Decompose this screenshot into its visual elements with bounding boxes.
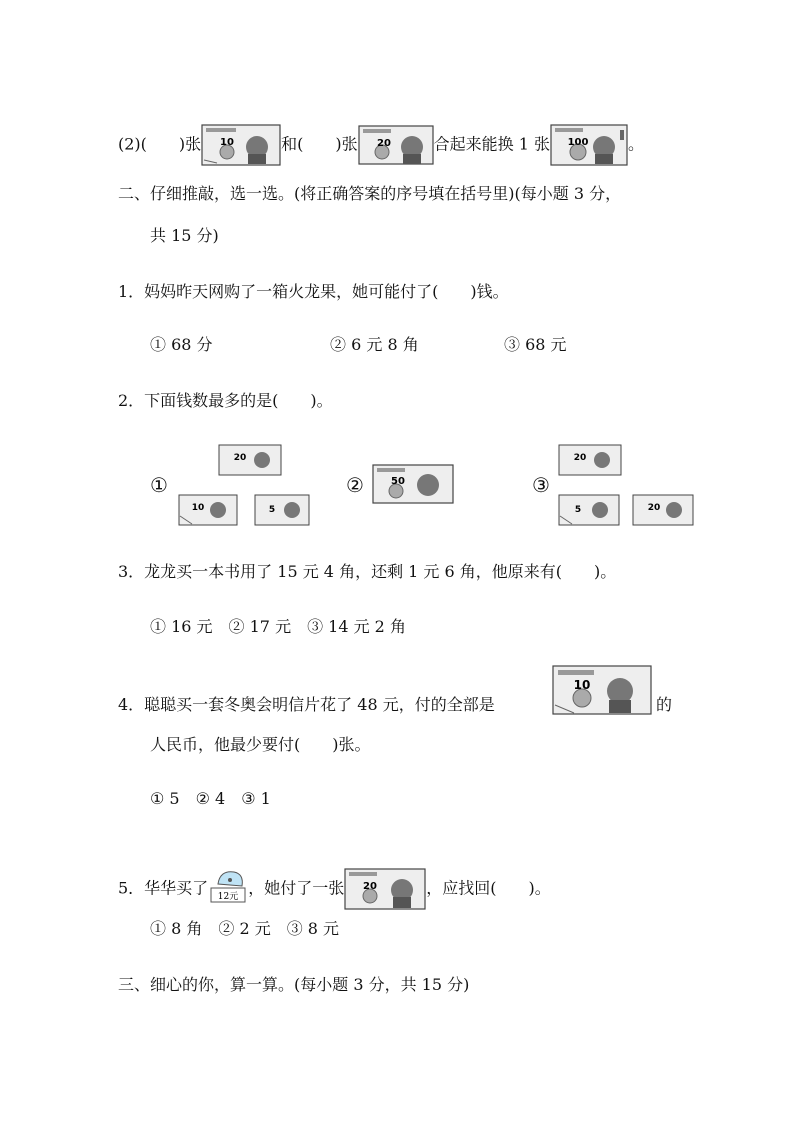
q2-group3-20-note-top [558, 444, 622, 476]
q2-text: 2．下面钱数最多的是( )。 [118, 391, 333, 410]
q2-marker-1: ① [150, 473, 168, 497]
section2-title-cont: 共 15 分) [150, 226, 219, 245]
svg-text:20: 20 [376, 138, 391, 149]
q2-marker-3: ③ [532, 473, 550, 497]
svg-text:20: 20 [363, 881, 378, 892]
q2-marker-2: ② [346, 473, 364, 497]
q2-group2-50-note [372, 464, 454, 504]
banknote-10-image [201, 124, 281, 166]
q2-group3-20-note-bottom [632, 494, 694, 526]
svg-text:5: 5 [268, 505, 276, 515]
svg-text:10: 10 [220, 137, 235, 148]
q5-line: 5．华华买了 12元 ，她付了一张 20 ，应找回( )。 [118, 868, 551, 910]
section2-title: 二、仔细推敲，选一选。(将正确答案的序号填在括号里)(每小题 3 分， [118, 184, 622, 203]
section3-title: 三、细心的你，算一算。(每小题 3 分，共 15 分) [118, 975, 470, 994]
svg-text:20: 20 [573, 453, 587, 463]
banknote-100-image [550, 124, 628, 166]
q1-option-1: ① 68 分 [150, 335, 213, 354]
svg-text:50: 50 [391, 476, 405, 487]
q4-text-a: 4．聪聪买一套冬奥会明信片花了 48 元，付的全部是 [118, 695, 495, 714]
q4-text-c: 人民币，他最少要付( )张。 [150, 735, 371, 754]
svg-text:5: 5 [574, 505, 582, 515]
svg-text:20: 20 [233, 453, 247, 463]
svg-text:12元: 12元 [217, 892, 239, 902]
q5-banknote-20-image [344, 868, 426, 910]
q3-options: ① 16 元 ② 17 元 ③ 14 元 2 角 [150, 617, 406, 636]
q2-exchange-line: (2)( )张 10 和( )张 20 合起来能换 1 张 100 。 [118, 124, 644, 166]
banknote-20-image [358, 125, 434, 165]
q2-group3-5-note [558, 494, 620, 526]
q2-group1-10-note [178, 494, 238, 526]
q5-options: ① 8 角 ② 2 元 ③ 8 元 [150, 919, 340, 938]
svg-text:10: 10 [191, 503, 205, 513]
q1-text: 1．妈妈昨天网购了一箱火龙果，她可能付了( )钱。 [118, 282, 509, 301]
svg-text:100: 100 [567, 137, 589, 148]
q4-text-b: 的 [656, 695, 673, 714]
q1-option-2: ② 6 元 8 角 [330, 335, 419, 354]
q4-banknote-10-image [552, 665, 652, 715]
q2-group1-20-note [218, 444, 282, 476]
q2-group1-5-note [254, 494, 310, 526]
svg-text:20: 20 [647, 503, 661, 513]
q4-options: ① 5 ② 4 ③ 1 [150, 789, 271, 808]
svg-text:10: 10 [573, 678, 591, 692]
q3-text: 3．龙龙买一本书用了 15 元 4 角，还剩 1 元 6 角，他原来有( )。 [118, 562, 617, 581]
cap-price-image [208, 868, 248, 910]
q1-option-3: ③ 68 元 [504, 335, 567, 354]
